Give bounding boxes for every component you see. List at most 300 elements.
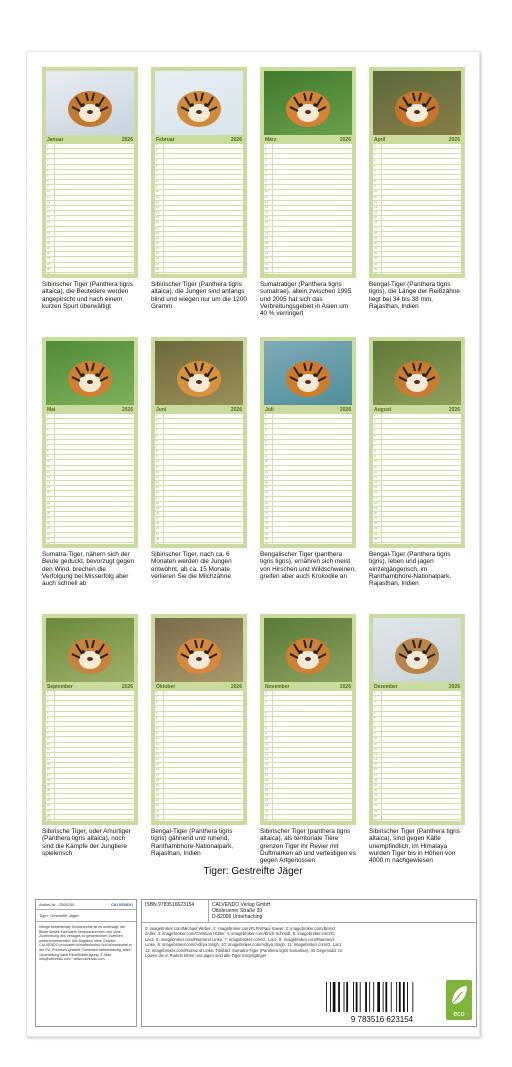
tiger-image (46, 618, 134, 682)
day-row: 9 (264, 732, 352, 737)
tiger-image (155, 618, 243, 682)
day-row: 21 (373, 247, 461, 252)
day-row: 11 (46, 196, 134, 201)
day-row: 18 (264, 502, 352, 507)
month-year: 2026 (448, 406, 460, 413)
barcode-bar (373, 982, 374, 1012)
month-year: 2026 (121, 683, 133, 690)
day-row (46, 820, 134, 821)
day-row (46, 543, 134, 544)
day-row: 18 (155, 232, 243, 237)
day-row: 3 (46, 701, 134, 706)
leaf-icon (446, 980, 472, 1020)
day-row: 22 (373, 799, 461, 804)
day-row: 17 (264, 227, 352, 232)
day-row: 1 (155, 414, 243, 419)
day-row (373, 273, 461, 274)
month-card (260, 337, 356, 548)
day-row: 18 (46, 779, 134, 784)
tiger-image (373, 341, 461, 405)
day-row: 5 (264, 712, 352, 717)
day-row: 15 (46, 763, 134, 768)
publisher-logo: CALVENDO (110, 902, 133, 907)
day-row: 3 (264, 154, 352, 159)
day-row (46, 273, 134, 274)
day-row: 17 (46, 227, 134, 232)
day-row: 7 (46, 175, 134, 180)
day-rows (155, 144, 243, 274)
month-header (46, 135, 134, 144)
day-row: 5 (155, 712, 243, 717)
tiger-image (155, 341, 243, 405)
day-row: 22 (155, 522, 243, 527)
day-row: 5 (373, 712, 461, 717)
month-caption: Bengal-Tiger (Panthera tigris tigris) gähnend und ruhend, Ranthambhore-Nationalpark, Rajasthan, Indien (151, 828, 234, 857)
month-year: 2026 (448, 136, 460, 143)
day-row: 8 (373, 180, 461, 185)
day-row: 16 (373, 491, 461, 496)
day-row: 6 (46, 717, 134, 722)
month-name: Juni (156, 406, 167, 413)
day-row: 22 (46, 252, 134, 257)
day-row: 13 (373, 206, 461, 211)
day-row: 21 (46, 517, 134, 522)
day-row: 23 (46, 804, 134, 809)
day-row: 14 (155, 211, 243, 216)
month-name: September (47, 683, 73, 690)
day-row: 8 (373, 450, 461, 455)
day-row: 6 (373, 170, 461, 175)
day-row: 25 (155, 538, 243, 543)
tiger-image (264, 341, 352, 405)
day-row: 4 (373, 706, 461, 711)
day-row: 3 (373, 424, 461, 429)
day-row: 8 (264, 450, 352, 455)
day-row: 13 (264, 476, 352, 481)
day-row: 14 (373, 481, 461, 486)
day-row: 9 (46, 185, 134, 190)
day-row: 18 (373, 502, 461, 507)
day-rows (155, 691, 243, 821)
day-row: 15 (155, 486, 243, 491)
barcode-bar (385, 982, 387, 1012)
day-row: 14 (46, 481, 134, 486)
day-row: 18 (155, 502, 243, 507)
day-row: 2 (373, 696, 461, 701)
month-märz (260, 67, 356, 317)
article-number: Artikel-Nr.: 2566240 (39, 902, 75, 907)
month-header (373, 682, 461, 691)
day-row: 14 (46, 211, 134, 216)
day-row: 24 (373, 263, 461, 268)
day-row: 12 (264, 201, 352, 206)
day-rows (373, 691, 461, 821)
day-row (264, 273, 352, 274)
day-row: 23 (264, 804, 352, 809)
day-row: 10 (155, 737, 243, 742)
day-row: 5 (373, 165, 461, 170)
address-line: D-82008 Unterhaching (212, 914, 263, 920)
tiger-photo (155, 341, 243, 405)
day-row: 19 (373, 237, 461, 242)
day-row: 3 (264, 424, 352, 429)
day-row: 4 (155, 429, 243, 434)
day-row: 21 (264, 247, 352, 252)
day-row: 4 (264, 429, 352, 434)
day-row: 2 (155, 149, 243, 154)
day-row: 10 (264, 460, 352, 465)
day-row: 10 (264, 737, 352, 742)
tiger-photo (373, 341, 461, 405)
day-row: 3 (46, 154, 134, 159)
product-title: Tiger: Gestreifte Jäger (36, 910, 136, 922)
month-caption: Sumatratiger (Panthera tigris sumatrae), allein zwischen 1995 und 2005 hat sich das Verbreitungsgebiet in Asien um 40 % verringert (260, 281, 352, 318)
day-row: 7 (46, 445, 134, 450)
day-row: 24 (373, 533, 461, 538)
day-row: 1 (155, 691, 243, 696)
day-row: 18 (264, 232, 352, 237)
day-row: 15 (373, 216, 461, 221)
day-row: 25 (264, 538, 352, 543)
month-januar (42, 67, 138, 310)
day-row: 17 (373, 497, 461, 502)
day-row: 2 (264, 696, 352, 701)
day-row: 20 (155, 512, 243, 517)
barcode-bar (407, 982, 408, 1012)
barcode-bar (346, 982, 348, 1012)
day-row: 1 (46, 691, 134, 696)
day-row: 1 (264, 691, 352, 696)
day-row: 16 (46, 221, 134, 226)
day-row: 10 (373, 190, 461, 195)
day-row: 9 (264, 185, 352, 190)
day-row: 2 (46, 419, 134, 424)
day-row: 20 (155, 242, 243, 247)
month-year: 2026 (230, 136, 242, 143)
day-row: 25 (264, 268, 352, 273)
day-row: 17 (373, 227, 461, 232)
barcode-bar (338, 982, 340, 1012)
day-rows (373, 144, 461, 274)
day-row: 7 (46, 722, 134, 727)
day-row: 22 (373, 522, 461, 527)
day-row: 17 (46, 497, 134, 502)
day-rows (264, 414, 352, 544)
day-row: 17 (46, 774, 134, 779)
calendar-title: Tiger: Gestreifte Jäger (203, 866, 303, 877)
day-row: 24 (264, 533, 352, 538)
day-row: 2 (264, 419, 352, 424)
day-row: 23 (155, 257, 243, 262)
month-caption: Sibirischer Tiger (Panthera tigris altaica), die Jungen sind anfangs blind und wiegen nur um die 1200 Gramm (151, 281, 247, 310)
month-header (264, 405, 352, 414)
day-row: 5 (46, 435, 134, 440)
day-row: 9 (373, 185, 461, 190)
day-row: 23 (264, 527, 352, 532)
day-row: 7 (373, 445, 461, 450)
month-august (369, 337, 465, 587)
day-row: 19 (373, 507, 461, 512)
day-row: 21 (155, 247, 243, 252)
day-row: 2 (155, 696, 243, 701)
day-row: 20 (373, 242, 461, 247)
day-row: 22 (46, 799, 134, 804)
day-row: 23 (46, 257, 134, 262)
barcode-bar (412, 982, 413, 1012)
day-row: 22 (373, 252, 461, 257)
month-name: Juli (265, 406, 274, 413)
address-line: CALVENDO Verlag GmbH (212, 902, 271, 908)
month-year: 2026 (230, 406, 242, 413)
day-row: 11 (155, 743, 243, 748)
tiger-image (373, 71, 461, 135)
day-row: 5 (155, 165, 243, 170)
day-row: 6 (264, 440, 352, 445)
month-header (373, 135, 461, 144)
day-row: 8 (264, 727, 352, 732)
day-row: 4 (155, 706, 243, 711)
barcode-bar (396, 982, 397, 1012)
day-row: 8 (155, 180, 243, 185)
day-row: 17 (155, 774, 243, 779)
day-row: 6 (155, 440, 243, 445)
month-header (264, 682, 352, 691)
day-row: 13 (46, 753, 134, 758)
day-row: 4 (46, 159, 134, 164)
month-september (42, 614, 138, 857)
day-row: 10 (373, 737, 461, 742)
day-row: 1 (46, 144, 134, 149)
day-row: 23 (373, 257, 461, 262)
month-year: 2026 (448, 683, 460, 690)
day-row: 6 (373, 440, 461, 445)
day-row: 14 (46, 758, 134, 763)
day-row: 20 (373, 789, 461, 794)
day-row: 11 (373, 466, 461, 471)
day-row: 7 (264, 445, 352, 450)
day-row: 9 (373, 732, 461, 737)
month-year: 2026 (121, 406, 133, 413)
month-card (260, 67, 356, 278)
day-row: 21 (46, 794, 134, 799)
month-name: November (265, 683, 290, 690)
day-row: 7 (264, 175, 352, 180)
month-caption: Sumatra-Tiger, nähern sich der Beute geduckt, bevorzugt gegen den Wind, brechen die Verfolgung bei Misserfolg aber auch schnell ab (42, 551, 135, 588)
day-row: 19 (155, 237, 243, 242)
day-row: 16 (155, 491, 243, 496)
day-row: 3 (264, 701, 352, 706)
day-row: 2 (155, 419, 243, 424)
day-row: 4 (155, 159, 243, 164)
day-row: 19 (155, 784, 243, 789)
month-card (151, 614, 247, 825)
day-row: 2 (46, 149, 134, 154)
day-row: 18 (373, 779, 461, 784)
day-row: 16 (264, 491, 352, 496)
day-row: 11 (373, 743, 461, 748)
barcode-bar (365, 982, 367, 1012)
article-info-box (35, 899, 137, 1027)
month-oktober (151, 614, 247, 857)
day-row: 20 (155, 789, 243, 794)
day-row: 19 (264, 784, 352, 789)
day-row: 1 (264, 144, 352, 149)
day-row: 21 (155, 794, 243, 799)
day-row: 10 (373, 460, 461, 465)
day-row: 2 (264, 149, 352, 154)
day-row: 23 (264, 257, 352, 262)
day-row: 8 (373, 727, 461, 732)
day-row: 11 (264, 466, 352, 471)
day-row: 14 (264, 211, 352, 216)
day-row: 21 (373, 794, 461, 799)
day-row: 25 (46, 268, 134, 273)
day-row: 12 (155, 201, 243, 206)
day-row: 13 (264, 206, 352, 211)
isbn: ISBN 9783516623154 (142, 900, 209, 922)
month-card (151, 337, 247, 548)
day-row: 12 (264, 748, 352, 753)
publisher-box (141, 899, 477, 1027)
month-year: 2026 (121, 136, 133, 143)
month-card (42, 614, 138, 825)
month-caption: Sibirischer Tiger (panthera tigris altaica), als territoriale Tiere grenzen Tiger ihr Revier mit Duftmarken ab und verteidigen es gegen Artgenossen (260, 828, 356, 865)
day-row: 23 (373, 527, 461, 532)
month-juli (260, 337, 356, 580)
month-year: 2026 (339, 136, 351, 143)
day-row: 9 (264, 455, 352, 460)
day-row: 23 (46, 527, 134, 532)
day-row: 15 (264, 763, 352, 768)
barcode-bar (330, 982, 331, 1012)
day-row: 18 (155, 779, 243, 784)
day-row: 9 (46, 732, 134, 737)
day-row: 8 (155, 727, 243, 732)
month-caption: Sibirische Tiger, oder Amurtiger (Panthera tigris altaica), noch sind die Kämpfe der Jungtiere spielerisch (42, 828, 131, 857)
day-row: 16 (46, 491, 134, 496)
day-row: 10 (264, 190, 352, 195)
barcode-bar (356, 982, 358, 1012)
day-row: 21 (155, 517, 243, 522)
day-row: 21 (264, 517, 352, 522)
month-juni (151, 337, 247, 580)
day-rows (373, 414, 461, 544)
day-row: 9 (155, 732, 243, 737)
day-row: 25 (155, 268, 243, 273)
day-row: 22 (155, 252, 243, 257)
day-row: 19 (264, 507, 352, 512)
day-row: 4 (46, 429, 134, 434)
barcode-bar (360, 982, 361, 1012)
day-row: 16 (155, 768, 243, 773)
month-header (155, 135, 243, 144)
day-row: 7 (155, 445, 243, 450)
day-row: 11 (264, 196, 352, 201)
day-row: 13 (46, 476, 134, 481)
month-year: 2026 (339, 683, 351, 690)
month-caption: Sibirischer Tiger (Panthera tigris altaica), die Beutetiere werden angepirscht und nach einem kurzen Spurt überwältigt (42, 281, 133, 310)
day-row: 13 (373, 476, 461, 481)
day-row: 8 (46, 727, 134, 732)
day-row: 16 (373, 221, 461, 226)
day-row: 1 (46, 414, 134, 419)
barcode-bar (391, 982, 392, 1012)
month-year: 2026 (230, 683, 242, 690)
day-row: 10 (46, 737, 134, 742)
day-row: 24 (264, 810, 352, 815)
day-row: 20 (264, 242, 352, 247)
photo-credits: 0: imagebroker.com/Michael Weber, 1: imagebroker.com/FLPA/Paul Sawer, 2: imagebroker.com/Bernd Zoller, 3: imagebroker.com/Christian Hütter, 4: imagebroker.com/Erich Schmidt, 5: imagebroker.com/G. Lacz, 6: imagebroker.com/Raimund Linke, 7: imagebroker.com/G. Lacz, 8: imagebroker.com/Raimund Linke, 9: imagebroker.com/Aditya Singh, 10: imagebroker.com/Aditya Singh, 11: imagebroker.com/G. Lacz, 12: imagebroker.com/Raimund Linke. Titelbild: Sumatra-Tiger (Panthera tigris sumatrae). Im Gegensatz zu Löwen die in Rudeln leben und jagen sind alle Tiger Einzelgänger (145, 926, 343, 959)
day-row: 8 (46, 450, 134, 455)
publisher-address (209, 900, 274, 922)
day-row: 19 (264, 237, 352, 242)
barcode-bar (344, 982, 345, 1012)
calendar-page (26, 51, 480, 1037)
month-card (151, 67, 247, 278)
day-row: 20 (46, 789, 134, 794)
barcode-bar (326, 982, 327, 1012)
day-rows (46, 144, 134, 274)
day-row: 9 (373, 455, 461, 460)
day-row: 3 (373, 154, 461, 159)
back-cover-footer (35, 899, 471, 1027)
day-row (373, 820, 461, 821)
month-card (369, 337, 465, 548)
day-row: 16 (264, 768, 352, 773)
day-row: 7 (373, 175, 461, 180)
day-row: 9 (155, 455, 243, 460)
barcode-bar (377, 982, 380, 1012)
legal-text: Infolge bestehender Schutzrechte ist es untersagt, die Bilder dieses Kalenders herauszutrennen und ohne Zustimmung des Verlages zu gewerblichen Zwecken weiterzuverwenden. Alle Angaben ohne Gewähr. CALVENDO produziert klimafreundlich und klimaneutral in der EU. Premium-Qualität: Garantiert farbbeständig, klare Verarbeitung dank Einzelbildfertigung. E-Mail: info@calvendo.com · www.calvendo.com (39, 925, 132, 962)
day-row: 17 (155, 497, 243, 502)
tiger-photo (155, 71, 243, 135)
day-row: 12 (264, 471, 352, 476)
month-april (369, 67, 465, 310)
month-header (264, 135, 352, 144)
day-row: 25 (373, 815, 461, 820)
day-row: 12 (155, 471, 243, 476)
month-card (369, 614, 465, 825)
month-caption: Sibirischer Tiger (Panthera tigris altaica), sind gegen Kälte unempfindlich, im Himalaya wurden Tiger bis in Höhen von 4000 m nachgewiesen (369, 828, 460, 865)
day-row: 22 (264, 799, 352, 804)
month-name: August (374, 406, 392, 413)
month-november (260, 614, 356, 864)
day-row: 10 (46, 460, 134, 465)
day-row: 24 (155, 810, 243, 815)
day-row: 14 (155, 758, 243, 763)
month-header (46, 682, 134, 691)
tiger-photo (264, 618, 352, 682)
day-row: 14 (373, 758, 461, 763)
day-row: 6 (264, 170, 352, 175)
month-name: März (265, 136, 277, 143)
day-row: 3 (46, 424, 134, 429)
month-name: Mai (47, 406, 56, 413)
day-row: 9 (155, 185, 243, 190)
day-row: 25 (155, 815, 243, 820)
day-row (155, 820, 243, 821)
day-row: 4 (373, 429, 461, 434)
day-row: 16 (264, 221, 352, 226)
day-row: 11 (46, 743, 134, 748)
day-row: 12 (373, 748, 461, 753)
day-row: 14 (373, 211, 461, 216)
day-rows (46, 414, 134, 544)
day-row: 4 (264, 159, 352, 164)
day-row: 11 (155, 196, 243, 201)
day-row: 16 (46, 768, 134, 773)
day-row: 6 (46, 170, 134, 175)
